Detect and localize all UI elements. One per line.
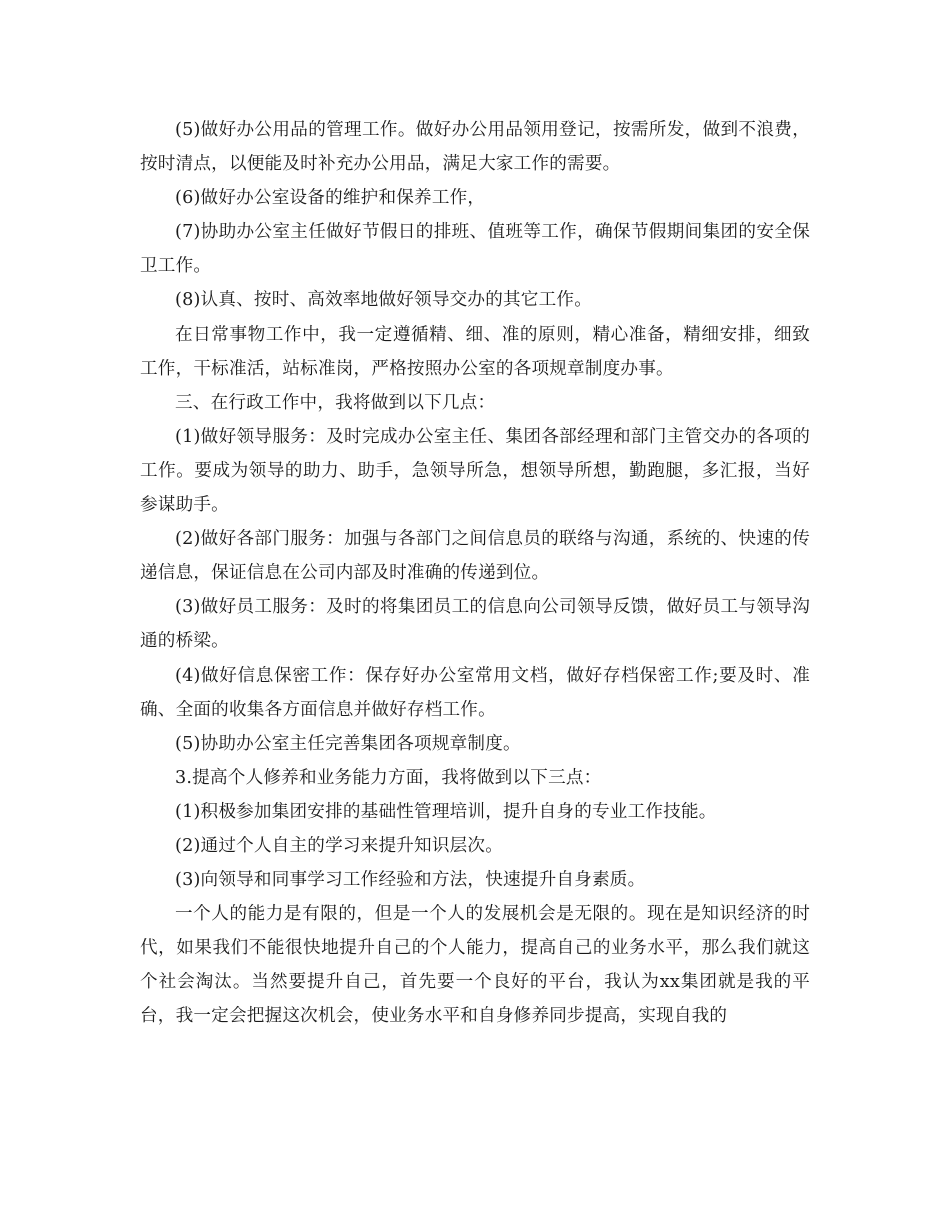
paragraph-office-supplies: (5)做好办公用品的管理工作。做好办公用品领用登记，按需所发，做到不浪费，按时清点，以便能及时补充办公用品，满足大家工作的需要。 <box>140 120 810 175</box>
paragraph-self-study: (2)通过个人自主的学习来提升知识层次。 <box>175 835 504 856</box>
paragraph-closing: 一个人的能力是有限的，但是一个人的发展机会是无限的。现在是知识经济的时代，如果我们不能很快地提升自己的个人能力，提高自己的业务水平，那么我们就这个社会淘汰。当然要提升自己，首先要一个良好的平台，我认为xx集团就是我的平台，我一定会把握这次机会，使业务水平和自身修养同步提高，实现自我的 <box>140 904 810 1027</box>
paragraph-management-training: (1)积极参加集团安排的基础性管理培训，提升自身的专业工作技能。 <box>175 801 717 822</box>
paragraph-daily-work-principles: 在日常事物工作中，我一定遵循精、细、准的原则，精心准备，精细安排，细致工作，干标准活，站标准岗，严格按照办公室的各项规章制度办事。 <box>140 324 810 379</box>
paragraph-confidentiality: (4)做好信息保密工作：保存好办公室常用文档，做好存档保密工作;要及时、准确、全面的收集各方面信息并做好存档工作。 <box>140 665 810 720</box>
paragraph-leader-service: (1)做好领导服务：及时完成办公室主任、集团各部经理和部门主管交办的各项的工作。要成为领导的助力、助手，急领导所急，想领导所想，勤跑腿，多汇报，当好参谋助手。 <box>140 426 810 516</box>
section-heading-personal-development: 3.提高个人修养和业务能力方面，我将做到以下三点： <box>175 767 602 788</box>
paragraph-equipment-maintenance: (6)做好办公室设备的维护和保养工作， <box>175 188 486 209</box>
paragraph-department-service: (2)做好各部门服务：加强与各部门之间信息员的联络与沟通，系统的、快速的传递信息，保证信息在公司内部及时准确的传递到位。 <box>140 529 810 584</box>
paragraph-learn-from-colleagues: (3)向领导和同事学习工作经验和方法，快速提升自身素质。 <box>175 870 646 891</box>
document-body <box>140 113 810 1034</box>
paragraph-regulations: (5)协助办公室主任完善集团各项规章制度。 <box>175 733 521 754</box>
paragraph-holiday-duty: (7)协助办公室主任做好节假日的排班、值班等工作，确保节假期间集团的安全保卫工作。 <box>140 222 810 277</box>
paragraph-employee-service: (3)做好员工服务：及时的将集团员工的信息向公司领导反馈，做好员工与领导沟通的桥梁。 <box>140 597 810 652</box>
paragraph-assigned-tasks: (8)认真、按时、高效率地做好领导交办的其它工作。 <box>175 290 592 311</box>
section-heading-administrative-work: 三、在行政工作中，我将做到以下几点： <box>175 392 496 413</box>
